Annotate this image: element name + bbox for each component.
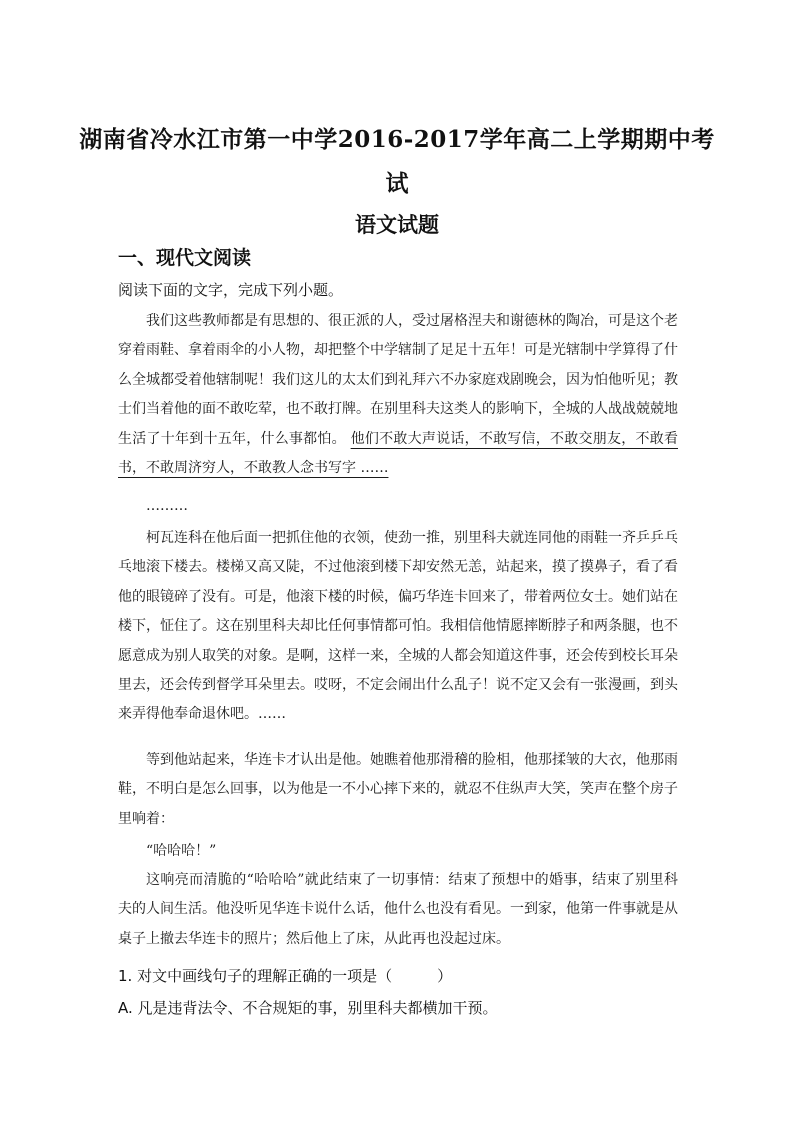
passage-paragraph-4: “哈哈哈！” <box>146 843 217 859</box>
section-heading: 一、现代文阅读 <box>118 247 252 269</box>
passage-paragraph-1-text: 我们这些教师都是有思想的、很正派的人，受过屠格涅夫和谢德林的陶冶，可是这个老穿着雨鞋、拿着雨伞的小人物，却把整个中学辖制了足足十五年！可是光辖制中学算得了什么全城都受着他辖制呢！我们这儿的太太们到礼拜六不办家庭戏剧晚会，因为怕他听见；教士们当着他的面不敢吃荤，也不敢打牌。在别里科夫这类人的影响下，全城的人战战兢兢地生活了十年到十五年，什么事都怕。 <box>118 313 678 447</box>
document-subtitle: 语文试题 <box>355 212 439 237</box>
document-title: 湖南省冷水江市第一中学2016-2017学年高二上学期期中考 <box>79 126 715 153</box>
reading-instruction: 阅读下面的文字，完成下列小题。 <box>118 281 344 299</box>
underlined-sentence: 他们不敢大声说话，不敢写信，不敢交朋友，不敢看书，不敢周济穷人，不敢教人念书写字 …… <box>118 430 679 477</box>
passage-ellipsis: ……… <box>146 498 188 514</box>
passage-paragraph-3: 等到他站起来，华连卡才认出是他。她瞧着他那滑稽的脸相，他那揉皱的大衣，他那雨鞋，不明白是怎么回事，以为他是一不小心摔下来的，就忍不住纵声大笑，笑声在整个房子里响着： <box>118 752 678 827</box>
passage-paragraph-1 <box>118 307 678 483</box>
passage-paragraph-2: 柯瓦连科在他后面一把抓住他的衣领，使劲一推，别里科夫就连同他的雨鞋一齐乒乒乓乓地滚下楼去。楼梯又高又陡，不过他滚到楼下却安然无恙，站起来，摸了摸鼻子，看了看他的眼镜碎了没有。可是，他滚下楼的时候，偏巧华连卡回来了，带着两位女士。她们站在楼下，怔住了。这在别里科夫却比任何事情都可怕。我相信他情愿摔断脖子和两条腿，也不愿意成为别人取笑的对象。是啊，这样一来，全城的人都会知道这件事，还会传到校长耳朵里去，还会传到督学耳朵里去。哎呀，不定会闹出什么乱子！说不定又会有一张漫画，到头来弄得他奉命退休吧。…… <box>118 530 678 723</box>
question-1: 1. 对文中画线句子的理解正确的一项是（ ） <box>118 967 453 985</box>
question-1-option-a: A. 凡是违背法令、不合规矩的事，别里科夫都横加干预。 <box>118 999 498 1017</box>
document-title-continuation: 试 <box>385 170 409 197</box>
passage-paragraph-5: 这响亮而清脆的“哈哈哈”就此结束了一切事情：结束了预想中的婚事，结束了别里科夫的人间生活。他没听见华连卡说什么话，他什么也没有看见。一到家，他第一件事就是从桌子上撤去华连卡的照片；然后他上了床，从此再也没起过床。 <box>118 872 678 947</box>
